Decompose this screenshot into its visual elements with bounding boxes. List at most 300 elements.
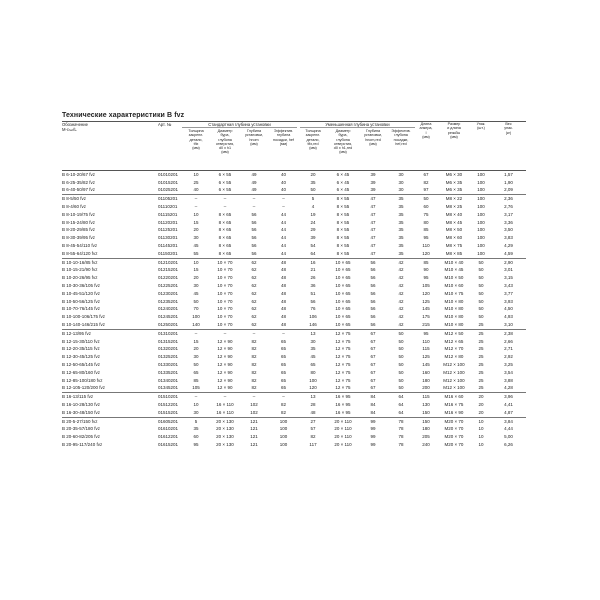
table-cell: 25 <box>478 338 484 344</box>
table-cell: 15 <box>193 267 199 273</box>
table-cell: 25 <box>478 385 484 391</box>
table-cell: B 16-10-28/130 fvz <box>62 402 101 407</box>
table-cell: 48 <box>280 267 286 273</box>
table-cell: 56 <box>370 283 376 289</box>
table-cell: 115 <box>415 393 437 401</box>
table-cell: 10 <box>478 434 484 440</box>
table-cell: 13 <box>299 393 327 401</box>
table-cell: 82 <box>280 402 286 407</box>
table-cell: 30 <box>193 354 199 360</box>
table-cell: M6 × 30 <box>445 171 463 177</box>
table-cell: 2,92 <box>504 354 513 360</box>
table-cell: 100 <box>477 179 485 185</box>
table-cell: 20 × 130 <box>216 434 234 440</box>
table-cell: 21 <box>310 267 316 273</box>
table-cell: 01115201 <box>158 211 178 217</box>
table-cell: 42 <box>398 275 404 281</box>
table-cell: M16 × 90 <box>444 409 464 415</box>
table-cell: 125 <box>422 354 430 360</box>
table-cell: M12 × 100 <box>443 369 465 375</box>
table-cell: 6 × 55 <box>218 171 232 177</box>
table-cell: 50 <box>478 283 484 289</box>
table-row <box>62 258 526 266</box>
table-cell: 01330201 <box>158 362 179 368</box>
table-cell: 16 × 95 <box>335 409 351 415</box>
table-cell: 01235201 <box>158 298 179 304</box>
table-cell: 60 <box>423 204 429 210</box>
table-cell: 70 <box>193 306 199 312</box>
table-cell: 82 <box>251 362 257 368</box>
table-cell: 01512201 <box>158 402 179 407</box>
table-cell: B 8-20-29/85 fvz <box>62 227 96 233</box>
table-row <box>62 401 526 409</box>
table-cell: 01610201 <box>158 426 179 432</box>
table-cell: 85 <box>193 377 199 383</box>
table-cell: 35 <box>398 235 404 241</box>
table-row <box>62 313 526 321</box>
table-cell: 10 <box>478 426 484 432</box>
table-cell: 102 <box>250 402 258 407</box>
table-cell: 121 <box>240 417 268 425</box>
table-cell: 82 <box>423 179 429 185</box>
table-cell: 50 <box>398 385 404 391</box>
table-cell: 47 <box>370 250 376 256</box>
header-group-standard: Стандартная глубина установки <box>208 122 271 127</box>
table-cell: B 10-15-21/90 fvz <box>62 267 98 273</box>
table-cell: 20 × 110 <box>327 417 359 425</box>
table-cell: 13 <box>299 329 327 337</box>
table-cell: 01150201 <box>158 250 178 256</box>
table-cell: B 10-100-106/175 fvz <box>62 314 106 320</box>
table-cell: – <box>268 329 299 337</box>
table-cell: 4,87 <box>504 409 513 415</box>
table-cell: 35 <box>310 179 316 185</box>
table-row <box>62 338 526 346</box>
table-cell: 20 <box>310 171 316 177</box>
table-cell: 01605201 <box>158 417 182 425</box>
table-cell: 28 <box>310 402 316 407</box>
table-cell: 51 <box>310 290 316 296</box>
table-cell: 110 <box>422 243 430 249</box>
table-cell: 205 <box>422 434 430 440</box>
table-cell: 30 <box>193 235 199 241</box>
table-cell: 10 <box>182 258 210 266</box>
table-cell: 20 <box>478 409 484 415</box>
header-group-reduced: Уменьшенная глубина установки <box>325 122 390 127</box>
table-cell: 62 <box>251 306 257 312</box>
table-cell: 01125201 <box>158 227 178 233</box>
table-cell: 67 <box>359 329 387 337</box>
table-cell: 78 <box>398 434 404 440</box>
table-cell: 3,50 <box>504 227 513 233</box>
table-row <box>62 321 526 329</box>
table-cell: 47 <box>370 243 376 249</box>
table-cell: B 6-25-35/82 fvz <box>62 179 96 185</box>
table-cell: B 8-55-64/120 fvz <box>62 250 98 256</box>
table-cell: B 12-20-35/115 fvz <box>62 346 100 352</box>
table-cell: M20 × 70 <box>437 417 471 425</box>
table-cell: B 12-30-45/125 fvz <box>62 354 101 360</box>
table-cell: 01250201 <box>158 322 179 328</box>
table-cell: 2,36 <box>491 195 526 203</box>
table-cell: – <box>240 393 268 401</box>
table-cell: 97 <box>423 187 429 193</box>
table-cell: 40 <box>280 171 286 177</box>
table-cell: 01615201 <box>158 441 179 447</box>
table-cell: 8 × 55 <box>336 227 350 233</box>
table-cell: 01315201 <box>158 338 179 344</box>
table-cell: 30 <box>398 171 404 177</box>
table-cell: B 10-50-56/125 fvz <box>62 298 101 304</box>
table-cell: 100 <box>477 219 485 225</box>
table-cell: 50 <box>398 338 404 344</box>
table-cell: 117 <box>309 441 317 447</box>
table-cell: B 6-10-20/67 fvz <box>62 171 96 177</box>
table-cell: 5 <box>299 195 327 203</box>
table-cell: 01230201 <box>158 290 179 296</box>
table-cell: 64 <box>310 250 316 256</box>
table-cell: 10 × 65 <box>335 314 351 320</box>
table-cell: 12 × 90 <box>217 377 233 383</box>
table-cell: 99 <box>359 417 387 425</box>
table-cell: 10 <box>478 441 484 447</box>
table-cell: 50 <box>398 377 404 383</box>
table-cell: 10 × 70 <box>217 322 233 328</box>
table-row <box>62 393 526 401</box>
table-cell: 78 <box>398 441 404 447</box>
table-cell: 95 <box>415 329 437 337</box>
table-cell: 50 <box>478 314 484 320</box>
table-cell: 76 <box>310 306 316 312</box>
table-row <box>62 282 526 290</box>
table-cell: 45 <box>193 243 199 249</box>
table-cell: 50 <box>478 306 484 312</box>
table-cell: 48 <box>280 322 286 328</box>
table-cell: 40 <box>280 179 286 185</box>
spec-table <box>62 171 526 449</box>
table-row <box>62 219 526 227</box>
table-cell: 82 <box>251 338 257 344</box>
table-cell: 80 <box>310 369 316 375</box>
table-cell: 3,93 <box>504 298 513 304</box>
table-cell: 20 × 110 <box>334 441 352 447</box>
table-cell: – <box>223 204 227 210</box>
table-cell: 25 <box>478 354 484 360</box>
table-cell: – <box>240 195 268 203</box>
table-cell: M16 × 60 <box>437 393 471 401</box>
table-row <box>62 227 526 235</box>
table-cell: 30 <box>398 187 404 193</box>
table-cell: 50 <box>478 275 484 281</box>
table-row <box>62 179 526 187</box>
table-cell: B 6-40-50/97 fvz <box>62 187 96 193</box>
table-cell: 4,93 <box>504 314 513 320</box>
table-cell: 01310201 <box>158 329 182 337</box>
table-cell: 80 <box>423 219 429 225</box>
table-cell: 100 <box>477 211 485 217</box>
table-cell: 4,50 <box>504 306 513 312</box>
table-cell: 10 <box>193 402 199 407</box>
table-cell: 56 <box>370 275 376 281</box>
table-cell: 01210201 <box>158 258 182 266</box>
header-red-hnom: Глубина установки, hnom,red (мм) <box>363 129 383 146</box>
table-cell: 10 × 65 <box>335 275 351 281</box>
table-cell: 50 <box>193 298 199 304</box>
table-cell: 50 <box>478 290 484 296</box>
table-cell: 39 <box>310 235 316 241</box>
table-cell: 64 <box>398 402 404 407</box>
group-reduced-rule <box>300 127 415 128</box>
table-cell: 10 × 65 <box>335 290 351 296</box>
table-cell: 56 <box>251 219 257 225</box>
table-cell: 10 × 65 <box>335 298 351 304</box>
table-cell: 65 <box>280 362 286 368</box>
table-cell: 95 <box>423 235 429 241</box>
table-cell: 2,90 <box>491 258 526 266</box>
table-cell: B 12-105-120/200 fvz <box>62 385 106 391</box>
table-cell: 01335201 <box>158 369 179 375</box>
table-cell: 110 <box>422 338 430 344</box>
table-cell: 12 × 75 <box>335 338 351 344</box>
table-cell: 1,57 <box>504 171 513 177</box>
table-cell: 145 <box>422 306 430 312</box>
table-cell: 65 <box>280 354 286 360</box>
table-cell: 8 × 55 <box>336 211 350 217</box>
table-cell: 48 <box>310 409 316 415</box>
table-cell: 16 × 110 <box>216 409 234 415</box>
table-cell: 99 <box>370 426 376 432</box>
table-cell: 65 <box>280 369 286 375</box>
table-cell: 180 <box>422 426 430 432</box>
table-cell: – <box>182 329 210 337</box>
table-cell: 8 × 55 <box>327 195 359 203</box>
table-cell: – <box>194 204 198 210</box>
table-cell: 175 <box>422 314 430 320</box>
table-cell: 01025201 <box>158 187 179 193</box>
table-cell: 100 <box>471 195 491 203</box>
table-cell: 85 <box>423 227 429 233</box>
table-cell: 48 <box>280 306 286 312</box>
table-row <box>62 417 526 425</box>
table-cell: 62 <box>251 298 257 304</box>
table-cell: 26 <box>310 275 316 281</box>
table-cell: 85 <box>415 258 437 266</box>
table-cell: 42 <box>398 322 404 328</box>
table-cell: 48 <box>280 283 286 289</box>
table-cell: 121 <box>250 426 258 432</box>
table-cell: 47 <box>359 195 387 203</box>
table-row <box>62 441 526 449</box>
table-cell: 105 <box>192 385 200 391</box>
table-cell: 12 × 75 <box>335 369 351 375</box>
table-cell: 35 <box>387 195 415 203</box>
table-cell: 75 <box>423 211 429 217</box>
table-row <box>62 195 526 203</box>
table-cell: 56 <box>370 267 376 273</box>
table-cell: M16 × 75 <box>444 402 464 407</box>
table-cell: 64 <box>387 393 415 401</box>
table-cell: 16 × 110 <box>216 402 234 407</box>
table-cell: 01225201 <box>158 283 179 289</box>
table-cell: 01215201 <box>158 267 179 273</box>
table-cell: – <box>182 393 210 401</box>
table-cell: 40 <box>193 187 199 193</box>
table-cell: 12 × 75 <box>335 346 351 352</box>
table-cell: 10 × 70 <box>217 267 233 273</box>
table-cell: B 12-50-65/145 fvz <box>62 362 101 368</box>
table-cell: 100 <box>192 314 200 320</box>
table-cell: 25 <box>478 346 484 352</box>
table-cell: 100 <box>477 250 485 256</box>
table-cell: 56 <box>370 290 376 296</box>
table-cell: 67 <box>423 171 429 177</box>
table-cell: 47 <box>370 219 376 225</box>
table-cell: 3,84 <box>491 417 526 425</box>
table-cell: M8 × 85 <box>445 250 463 256</box>
table-cell: 01345201 <box>158 385 179 391</box>
table-cell: 44 <box>280 235 286 241</box>
table-cell: M12 × 100 <box>443 362 465 368</box>
table-cell: – <box>210 195 240 203</box>
header-red-hef: Эффектив. глубина посадки, hef,red <box>391 129 411 146</box>
table-cell: 56 <box>251 250 257 256</box>
table-cell: 67 <box>370 346 376 352</box>
table-cell: 12 × 90 <box>217 346 233 352</box>
table-cell: 6 × 45 <box>336 187 350 193</box>
table-cell: 84 <box>370 402 376 407</box>
table-cell: M12 × 50 <box>437 329 471 337</box>
table-cell: 01515201 <box>158 409 179 415</box>
table-cell: 42 <box>398 306 404 312</box>
table-cell: 30 <box>398 179 404 185</box>
table-cell: 10 × 70 <box>217 283 233 289</box>
table-cell: 49 <box>251 187 257 193</box>
table-cell: 10 × 65 <box>335 267 351 273</box>
table-cell: 12 × 75 <box>335 385 351 391</box>
table-cell: B 8-15-24/80 fvz <box>62 219 96 225</box>
table-cell: 4,41 <box>504 402 513 407</box>
table-cell: 48 <box>280 298 286 304</box>
table-cell: 44 <box>280 219 286 225</box>
table-row <box>62 377 526 385</box>
table-cell: 3,10 <box>504 322 513 328</box>
table-cell: 100 <box>279 426 288 432</box>
table-row <box>62 353 526 361</box>
table-cell: 44 <box>280 211 286 217</box>
table-cell: – <box>210 393 240 401</box>
table-cell: 10 × 65 <box>327 258 359 266</box>
table-cell: 10 × 70 <box>217 314 233 320</box>
table-cell: 95 <box>423 275 429 281</box>
table-cell: 160 <box>422 369 430 375</box>
table-cell: 82 <box>251 369 257 375</box>
table-cell: 3,25 <box>504 362 513 368</box>
table-cell: 01240201 <box>158 306 179 312</box>
table-cell: 67 <box>370 338 376 344</box>
table-cell: M12 × 100 <box>443 385 465 391</box>
table-cell: 01340201 <box>158 377 179 383</box>
table-cell: 62 <box>251 314 257 320</box>
table-cell: 4,59 <box>504 250 513 256</box>
table-cell: 3,88 <box>504 377 513 383</box>
table-cell: 10 × 70 <box>217 290 233 296</box>
table-cell: 10 × 70 <box>217 298 233 304</box>
table-cell: 01130201 <box>158 235 178 241</box>
page-title: Технические характеристики B fvz <box>62 112 185 119</box>
table-cell: 25 <box>478 362 484 368</box>
table-cell: B 10-30-36/105 fvz <box>62 283 101 289</box>
table-cell: 115 <box>422 346 430 352</box>
table-cell: 56 <box>251 211 257 217</box>
table-cell: M8 × 45 <box>445 219 463 225</box>
table-cell: 50 <box>398 354 404 360</box>
table-cell: 8 × 55 <box>336 219 350 225</box>
table-cell: B 10-10-16/85 fvz <box>62 258 158 266</box>
table-row <box>62 242 526 250</box>
table-cell: 25 <box>193 179 199 185</box>
table-cell: 12 × 75 <box>335 354 351 360</box>
table-cell: M12 × 70 <box>444 346 464 352</box>
table-cell: 67 <box>370 369 376 375</box>
table-cell: 82 <box>280 409 286 415</box>
table-cell: 30 <box>193 283 199 289</box>
table-cell: – <box>182 195 210 203</box>
table-row <box>62 409 526 417</box>
table-cell: 42 <box>398 314 404 320</box>
table-cell: 16 × 95 <box>335 402 351 407</box>
table-cell: 62 <box>251 275 257 281</box>
table-cell: 20 × 130 <box>210 417 240 425</box>
table-row <box>62 385 526 393</box>
table-cell: 100 <box>477 235 485 241</box>
table-cell: 56 <box>370 298 376 304</box>
table-cell: 4,28 <box>504 385 513 391</box>
table-cell: 35 <box>398 211 404 217</box>
table-cell: 30 <box>193 409 199 415</box>
header-std-drill: Диаметр бура, глубина отверстия, d0 x h1 (мм) <box>215 129 235 155</box>
table-cell: 2,09 <box>504 187 513 193</box>
table-cell: 45 <box>310 354 316 360</box>
table-cell: 8 × 65 <box>218 211 232 217</box>
table-cell: 12 × 90 <box>217 385 233 391</box>
table-cell: 62 <box>251 322 257 328</box>
header-std-tfix: Толщина закрепл. детали, tfix (мм) <box>188 129 204 151</box>
table-cell: 39 <box>370 171 376 177</box>
table-cell: 42 <box>387 258 415 266</box>
header-std-hef: Эффектив. глубина посадки, hef (мм) <box>273 129 294 146</box>
table-cell: 6 × 55 <box>218 179 232 185</box>
table-cell: 99 <box>370 434 376 440</box>
table-cell: M8 × 75 <box>445 243 463 249</box>
table-cell: 44 <box>280 250 286 256</box>
table-cell: 3,54 <box>504 369 513 375</box>
table-cell: 20 <box>471 393 491 401</box>
header-weight: Вес упак. (кг) <box>504 122 513 135</box>
header-thread: Размер и длина резьбы (мм) <box>447 122 461 139</box>
table-cell: 62 <box>251 267 257 273</box>
table-cell: 01015201 <box>158 179 179 185</box>
table-cell: 3,36 <box>504 219 513 225</box>
table-row <box>62 234 526 242</box>
table-row <box>62 211 526 219</box>
table-cell: M10 × 80 <box>444 322 464 328</box>
table-cell: M8 × 25 <box>445 204 463 210</box>
table-cell: 12 × 75 <box>327 329 359 337</box>
table-row <box>62 290 526 298</box>
table-row <box>62 306 526 314</box>
table-cell: 3,96 <box>491 393 526 401</box>
table-cell: 50 <box>310 187 316 193</box>
